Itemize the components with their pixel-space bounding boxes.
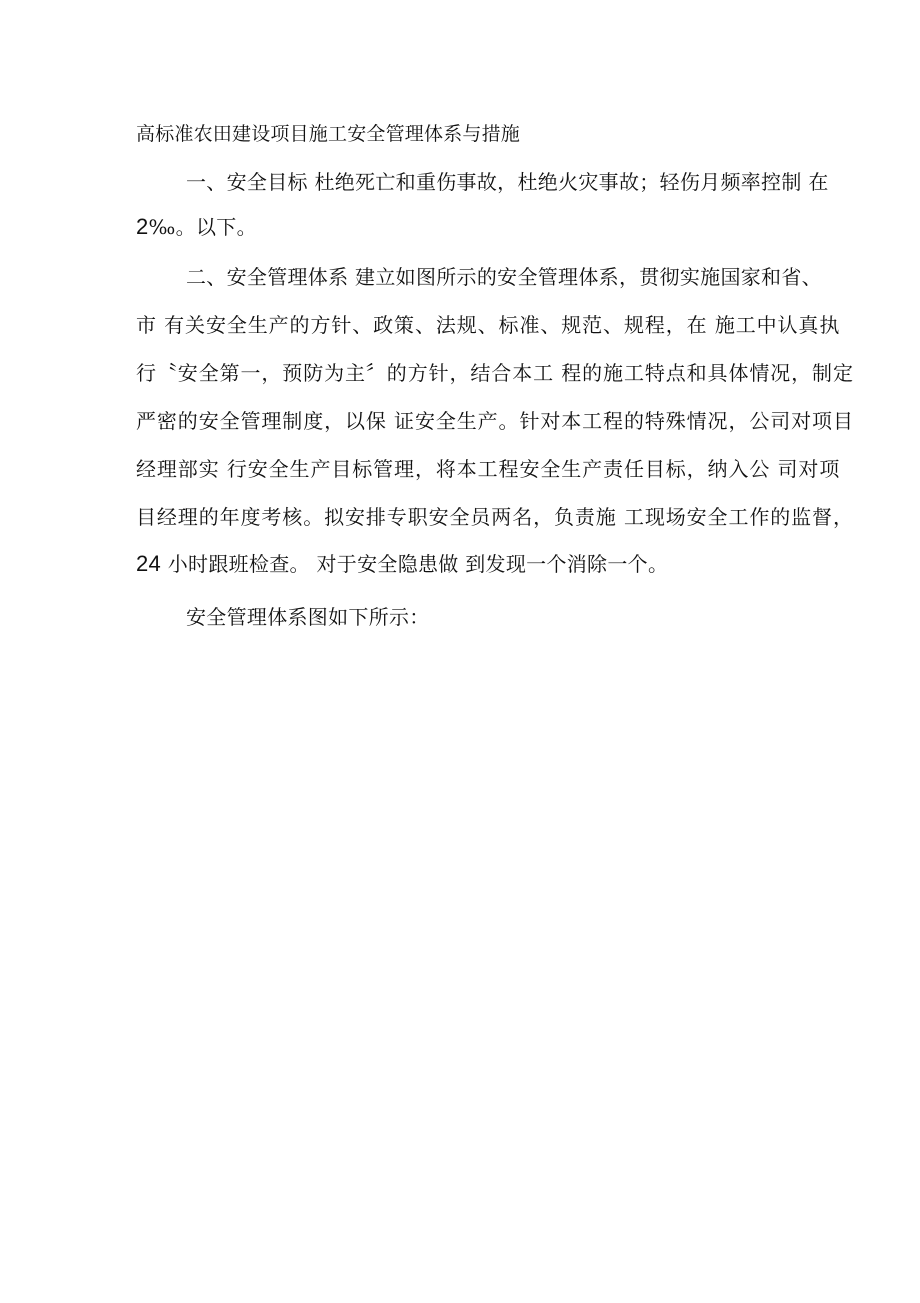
section2-line4: 严密的安全管理制度，以保 证安全生产。针对本工程的特殊情况，公司对项目 — [136, 409, 854, 433]
section1-line1: 一、安全目标 杜绝死亡和重伤事故，杜绝火灾事故；轻伤月频率控制 在 — [186, 170, 829, 194]
document-title: 高标准农田建设项目施工安全管理体系与措施 — [136, 123, 521, 145]
hours-number: 24 — [136, 551, 162, 576]
section2-line1: 二、安全管理体系 建立如图所示的安全管理体系，贯彻实施国家和省、 — [186, 265, 822, 289]
diagram-intro: 安全管理体系图如下所示： — [186, 605, 430, 629]
section2-line7-text: 小时跟班检查。 对于安全隐患做 到发现一个消除一个。 — [161, 552, 669, 576]
section2-line2: 市 有关安全生产的方针、政策、法规、标准、规范、规程，在 施工中认真执 — [136, 313, 841, 337]
section2-line7 — [136, 552, 668, 576]
section2-line6: 目经理的年度考核。拟安排专职安全员两名，负责施 工现场安全工作的监督， — [136, 505, 854, 529]
section1-line2 — [136, 215, 257, 239]
section2-line3: 行〝安全第一，预防为主〞的方针，结合本工 程的施工特点和具体情况，制定 — [136, 361, 854, 385]
section2-line5: 经理部实 行安全生产目标管理，将本工程安全生产责任目标，纳入公 司对项 — [136, 457, 841, 481]
target-rate-number: 2 — [136, 214, 149, 239]
target-rate-unit: ‰。以下。 — [148, 215, 257, 239]
